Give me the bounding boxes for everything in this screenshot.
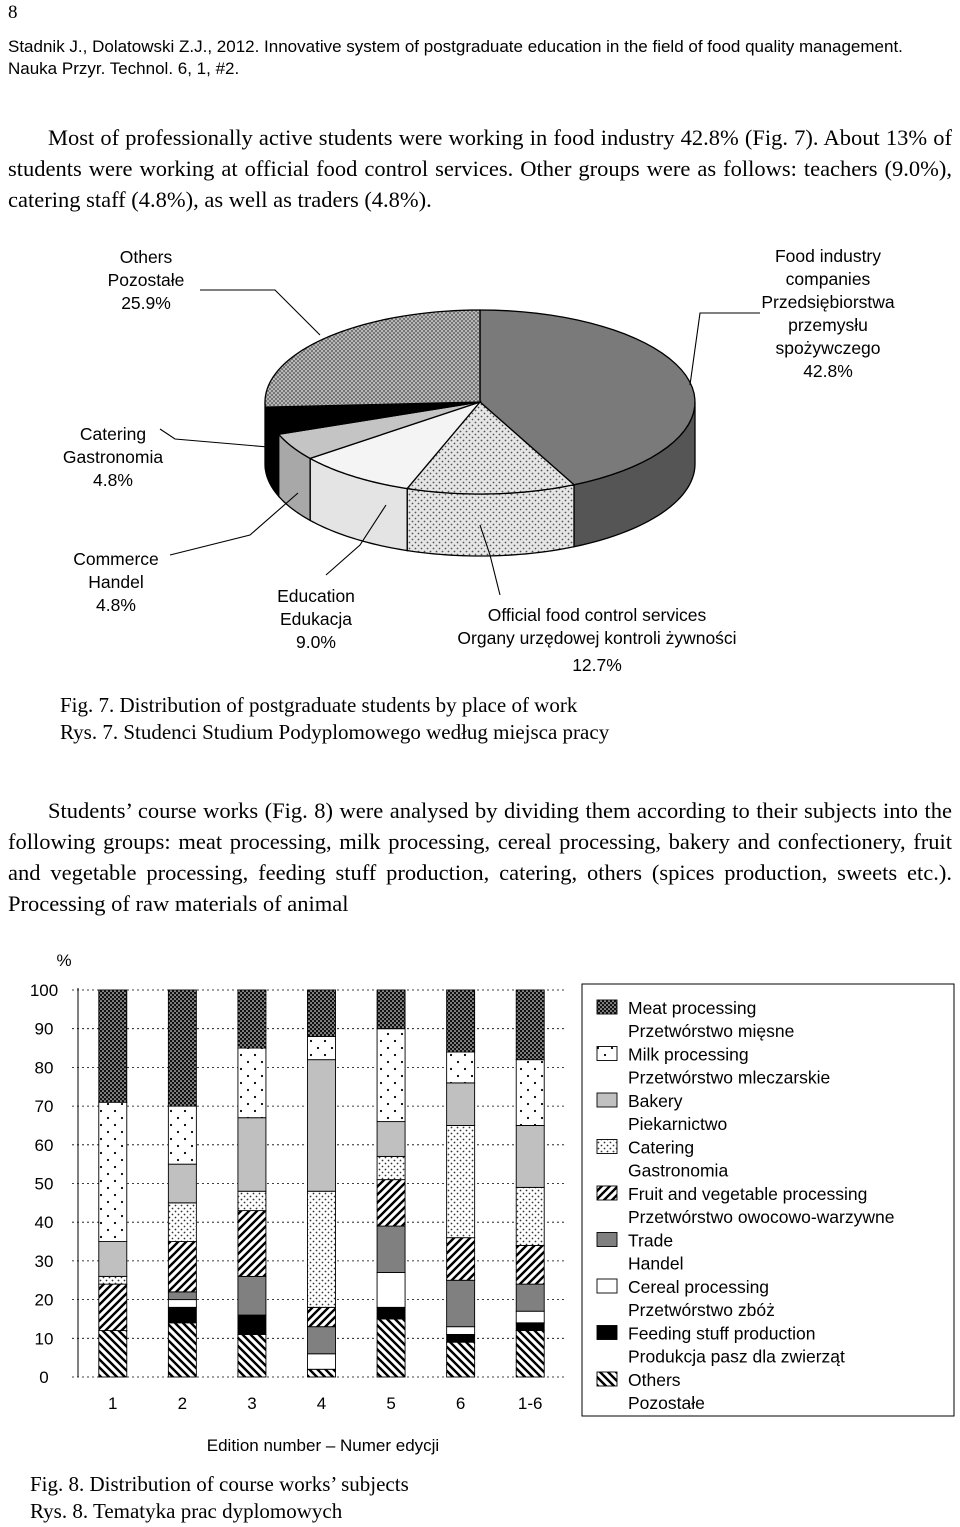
pie-value-official: 12.7% <box>572 655 622 675</box>
bar-segment <box>377 1156 405 1179</box>
bar-segment <box>377 1122 405 1157</box>
figure-8-caption <box>30 1471 409 1525</box>
bar-legend-swatch <box>597 1000 617 1014</box>
bar-segment <box>447 1238 475 1281</box>
paragraph-1: Most of professionally active students were working in food industry 42.8% (Fig. 7). About 13% of students were working at official food control services. Other groups were as follows: teachers (9.0%), catering staff (4.8%), as well as traders (4.8%). <box>8 125 952 212</box>
bar-segment <box>308 1036 336 1059</box>
bar-ytick-label: 80 <box>34 1058 54 1078</box>
bar-segment <box>99 1331 127 1377</box>
pie-value-commerce: 4.8% <box>96 595 136 615</box>
bar-segment <box>308 1369 336 1377</box>
bar-segment <box>168 1323 196 1377</box>
bar-legend-label-pl: Gastronomia <box>628 1160 729 1181</box>
bar-xtick-label: 1 <box>108 1394 118 1413</box>
pie-label-education: Edukacja <box>280 609 352 629</box>
bar-segment <box>377 1273 405 1308</box>
bar-segment <box>516 990 544 1060</box>
bar-segment <box>99 1284 127 1330</box>
bar-ytick-label: 40 <box>34 1213 54 1233</box>
pie-value-others: 25.9% <box>121 293 171 313</box>
bar-segment <box>308 990 336 1036</box>
bar-legend-label: Bakery <box>628 1091 683 1111</box>
bar-segment <box>516 1331 544 1377</box>
bar-segment <box>168 1242 196 1292</box>
bar-segment <box>377 990 405 1029</box>
pie-value-food: 42.8% <box>803 361 853 381</box>
figure-8-caption-pl: Rys. 8. Tematyka prac dyplomowych <box>30 1499 343 1523</box>
bar-segment <box>308 1327 336 1354</box>
pie-label-food: companies <box>785 269 871 289</box>
pie-label-commerce: Handel <box>88 572 144 592</box>
pie-value-catering: 4.8% <box>93 470 133 490</box>
bar-segment <box>516 1245 544 1284</box>
figure-8-caption-en: Fig. 8. Distribution of course works’ subjects <box>30 1472 409 1496</box>
pie-leader-others <box>200 290 320 335</box>
bar-segment <box>516 1060 544 1126</box>
bar-legend-label-pl: Pozostałe <box>628 1393 705 1413</box>
bar-legend-label-pl: Handel <box>628 1253 684 1274</box>
bar-ytick-label: 0 <box>39 1368 49 1387</box>
bar-segment <box>447 1083 475 1126</box>
bar-legend-label: Milk processing <box>628 1044 749 1065</box>
bar-segment <box>99 990 127 1102</box>
figure-7-caption-en: Fig. 7. Distribution of postgraduate students by place of work <box>60 693 578 717</box>
bar-segment <box>447 990 475 1052</box>
bar-segment <box>377 1180 405 1226</box>
bar-legend-label-pl: Przetwórstwo mleczarskie <box>628 1067 831 1088</box>
bar-xtick-label: 3 <box>247 1394 257 1413</box>
bar-segment <box>516 1284 544 1311</box>
bar-legend-label-pl: Przetwórstwo owocowo-warzywne <box>628 1207 895 1227</box>
paragraph-2: Students’ course works (Fig. 8) were analysed by dividing them according to their subjects into the following groups: meat processing, milk processing, cereal processing, bakery and confectionery, fruit and vegetable processing, feeding stuff production, catering, others (spices production, sweets etc.). Processing of raw materials of animal <box>8 798 952 916</box>
bar-legend-swatch <box>597 1186 617 1200</box>
pie-value-education: 9.0% <box>296 632 336 652</box>
bar-legend-label-pl: Produkcja pasz dla zwierząt <box>628 1346 845 1367</box>
bar-segment <box>168 990 196 1106</box>
bar-segment <box>238 1048 266 1118</box>
bar-legend-swatch <box>597 1093 617 1107</box>
pie-label-others: Pozostałe <box>107 270 185 290</box>
figure-7-caption-pl: Rys. 7. Studenci Studium Podyplomowego według miejsca pracy <box>60 720 610 744</box>
bar-segment <box>99 1242 127 1277</box>
pie-label-food: Przedsiębiorstwa <box>761 292 895 312</box>
pie-leader-commerce <box>170 493 298 555</box>
bar-legend-swatch <box>597 1047 617 1061</box>
figure-7-pie-chart <box>0 235 960 690</box>
bar-legend-label: Others <box>628 1370 681 1390</box>
pie-side-official <box>407 485 574 556</box>
bar-ytick-label: 50 <box>34 1174 54 1194</box>
pie-label-official: Official food control services <box>487 605 707 625</box>
pie-slice-others <box>265 310 480 407</box>
bar-ytick-label: 70 <box>34 1097 54 1117</box>
bar-legend-label-pl: Piekarnictwo <box>628 1114 728 1134</box>
bar-segment <box>447 1342 475 1377</box>
bar-legend-swatch <box>597 1140 617 1154</box>
bar-segment <box>99 1102 127 1241</box>
bar-segment <box>238 1118 266 1192</box>
pie-label-catering: Catering <box>79 424 147 444</box>
bar-xlabel: Edition number – Numer edycji <box>206 1436 440 1455</box>
bar-legend-label: Cereal processing <box>628 1277 770 1297</box>
bar-segment <box>238 1315 266 1334</box>
bar-legend-label: Fruit and vegetable processing <box>628 1184 868 1204</box>
bar-segment <box>168 1106 196 1164</box>
bar-segment <box>447 1052 475 1083</box>
bar-legend-label: Trade <box>628 1230 674 1251</box>
bar-segment <box>377 1226 405 1272</box>
bar-segment <box>168 1307 196 1322</box>
bar-segment <box>168 1300 196 1308</box>
bar-segment <box>99 1276 127 1284</box>
bar-xtick-label: 6 <box>455 1394 466 1413</box>
bar-legend-label: Feeding stuff production <box>628 1323 816 1344</box>
bar-legend-swatch <box>597 1279 617 1293</box>
bar-ytick-label: 90 <box>34 1019 54 1039</box>
pie-label-food: Food industry <box>774 246 882 266</box>
figure-8-bar-chart <box>0 940 960 1465</box>
figure-7-caption <box>60 692 609 746</box>
bar-ytick-label: 30 <box>34 1251 54 1271</box>
bar-segment <box>447 1125 475 1237</box>
page-number: 8 <box>8 2 18 23</box>
bar-legend-label-pl: Przetwórstwo zbóż <box>628 1300 775 1320</box>
bar-segment <box>516 1187 544 1245</box>
pie-label-catering: Gastronomia <box>62 447 164 467</box>
bar-ytick-label: 60 <box>34 1135 54 1155</box>
bar-ytick-label: 20 <box>34 1290 54 1310</box>
bar-segment <box>308 1354 336 1369</box>
bar-segment <box>447 1280 475 1326</box>
bar-segment <box>377 1029 405 1122</box>
pie-label-others: Others <box>119 247 173 267</box>
bar-xtick-label: 5 <box>386 1394 396 1413</box>
bar-ytick-label: 10 <box>34 1329 54 1349</box>
pie-label-official: Organy urzędowej kontroli żywności <box>457 628 737 648</box>
bar-legend-label-pl: Przetwórstwo mięsne <box>628 1021 795 1041</box>
bar-segment <box>238 990 266 1048</box>
bar-segment <box>447 1334 475 1342</box>
pie-label-commerce: Commerce <box>73 549 159 569</box>
bar-ytick-label: 100 <box>29 981 59 1000</box>
bar-legend-label: Meat processing <box>628 998 757 1018</box>
bar-legend-swatch <box>597 1372 617 1386</box>
bar-xtick-label: 4 <box>316 1394 327 1413</box>
bar-segment <box>308 1307 336 1326</box>
bar-ylabel: % <box>56 951 72 970</box>
bar-segment <box>308 1060 336 1192</box>
bar-segment <box>168 1203 196 1242</box>
bar-segment <box>238 1334 266 1377</box>
bar-xtick-label: 1-6 <box>517 1394 543 1413</box>
bar-segment <box>377 1307 405 1319</box>
pie-label-food: przemysłu <box>788 315 868 335</box>
bar-segment <box>168 1292 196 1300</box>
bar-segment <box>238 1276 266 1315</box>
bar-segment <box>308 1191 336 1307</box>
bar-segment <box>447 1327 475 1335</box>
bar-segment <box>168 1164 196 1203</box>
pie-label-food: spożywczego <box>775 338 881 358</box>
bar-legend-swatch <box>597 1233 617 1247</box>
citation-header: Stadnik J., Dolatowski Z.J., 2012. Innovative system of postgraduate education in the field of food quality management. Nauka Przyr. Technol. 6, 1, #2. <box>8 37 903 78</box>
bar-legend-swatch <box>597 1326 617 1340</box>
pie-leader-food <box>690 313 760 385</box>
bar-segment <box>377 1319 405 1377</box>
bar-segment <box>238 1211 266 1277</box>
bar-segment <box>516 1323 544 1331</box>
bar-legend-label: Catering <box>628 1137 695 1158</box>
bar-xtick-label: 2 <box>177 1394 188 1413</box>
bar-segment <box>516 1125 544 1187</box>
pie-label-education: Education <box>277 586 355 606</box>
bar-segment <box>238 1191 266 1210</box>
bar-segment <box>516 1311 544 1323</box>
pie-leader-catering <box>160 429 268 447</box>
